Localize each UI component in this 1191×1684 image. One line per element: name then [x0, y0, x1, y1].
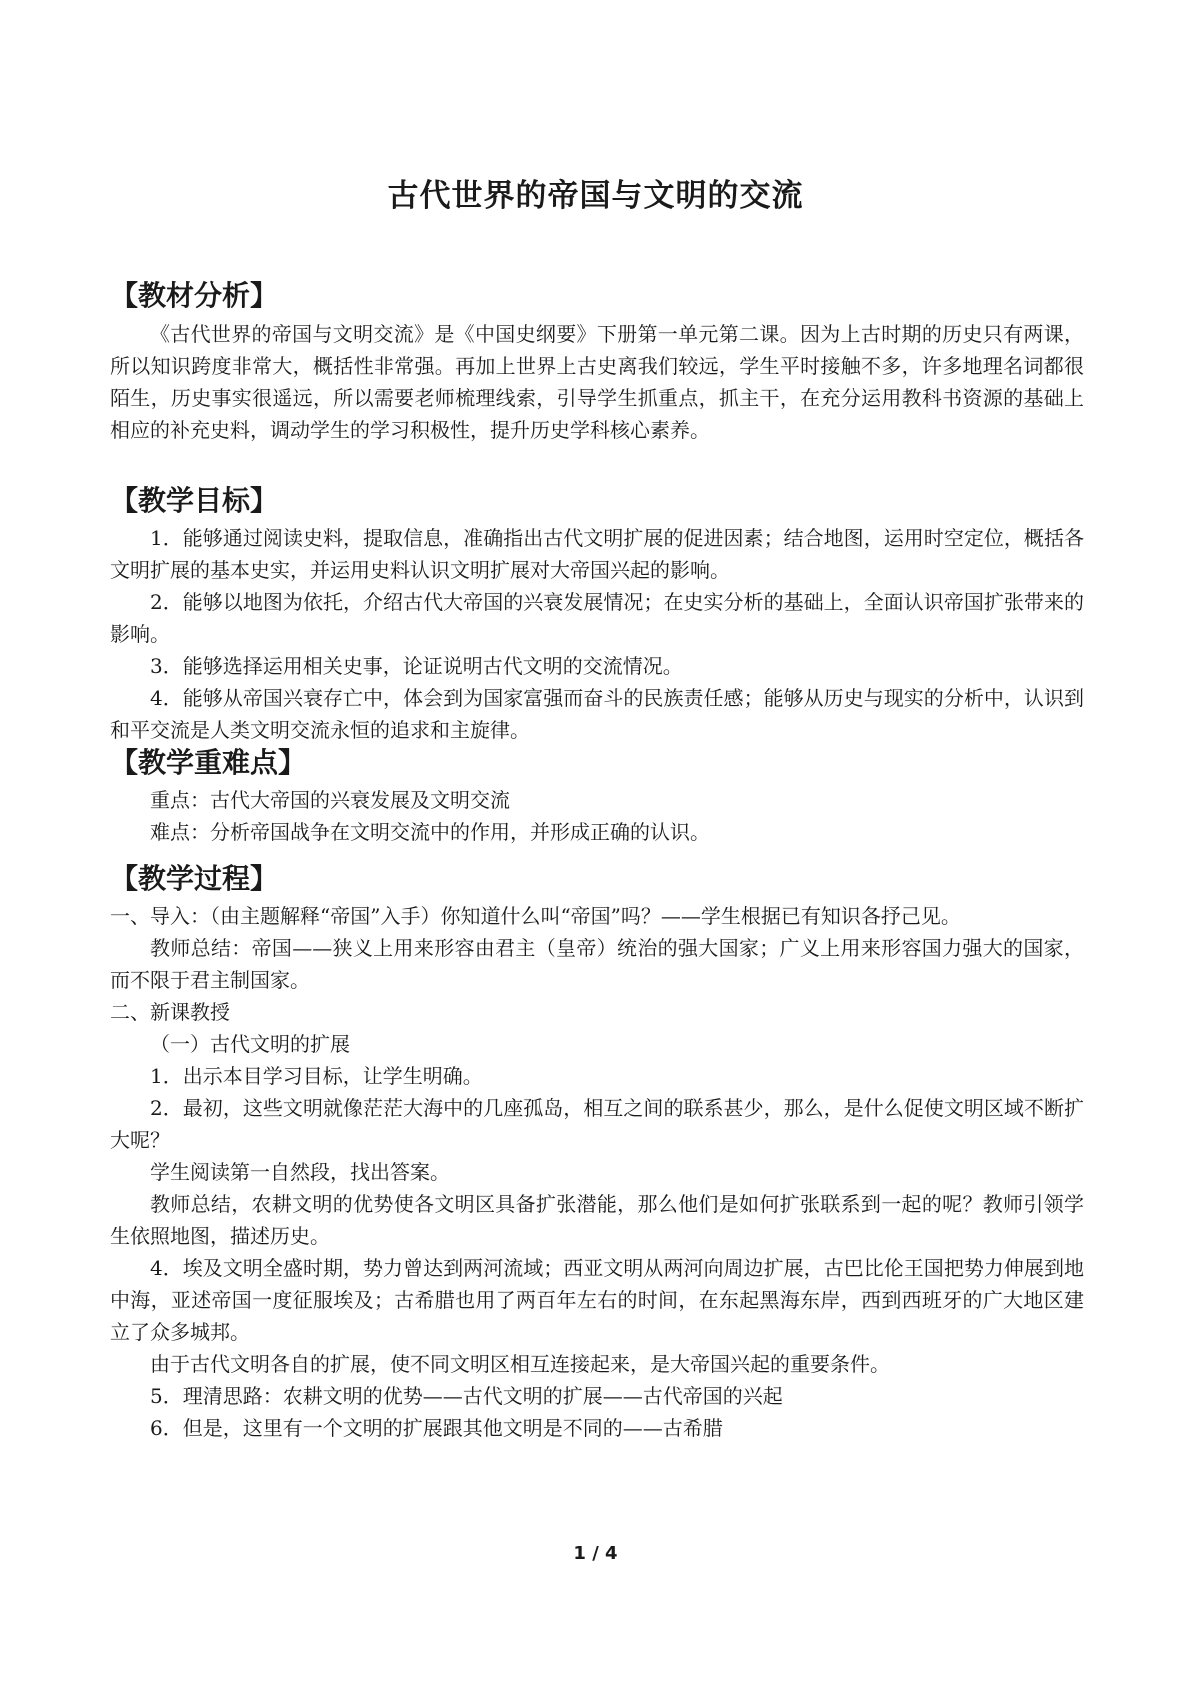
page-title: 古代世界的帝国与文明的交流	[387, 178, 804, 214]
heading-teaching-goals: 【教学目标】	[110, 484, 279, 517]
goal-item: 4．能够从帝国兴衰存亡中，体会到为国家富强而奋斗的民族责任感；能够从历史与现实的分析中，认识到和平交流是人类文明交流永恒的追求和主旋律。	[110, 686, 1084, 742]
difficult-point: 难点：分析帝国战争在文明交流中的作用，并形成正确的认识。	[150, 820, 710, 844]
goal-item: 1．能够通过阅读史料，提取信息，准确指出古代文明扩展的促进因素；结合地图，运用时空定位，概括各文明扩展的基本史实，并运用史料认识文明扩展对大帝国兴起的影响。	[110, 526, 1084, 582]
intro-paragraph: 一、导入：（由主题解释“帝国”入手）你知道什么叫“帝国”吗？——学生根据已有知识各抒己见。	[110, 904, 961, 928]
goal-item: 3．能够选择运用相关史事，论证说明古代文明的交流情况。	[150, 654, 683, 678]
process-step: 4．埃及文明全盛时期，势力曾达到两河流域；西亚文明从两河向周边扩展，古巴比伦王国把势力伸展到地中海，亚述帝国一度征服埃及；古希腊也用了两百年左右的时间，在东起黑海东岸，西到西班牙的广大地区建立了众多城邦。	[110, 1256, 1084, 1344]
conclusion-paragraph: 由于古代文明各自的扩展，使不同文明区相互连接起来，是大帝国兴起的重要条件。	[150, 1352, 890, 1376]
sub-heading: （一）古代文明的扩展	[150, 1032, 350, 1056]
process-block	[110, 900, 1084, 1444]
heading-teaching-process: 【教学过程】	[110, 862, 279, 895]
analysis-paragraph: 《古代世界的帝国与文明交流》是《中国史纲要》下册第一单元第二课。因为上古时期的历史只有两课，所以知识跨度非常大，概括性非常强。再加上世界上古史离我们较远，学生平时接触不多，许多地理名词都很陌生，历史事实很遥远，所以需要老师梳理线索，引导学生抓重点，抓主干，在充分运用教科书资源的基础上相应的补充史料，调动学生的学习积极性，提升历史学科核心素养。	[110, 322, 1084, 442]
heading-key-points: 【教学重难点】	[110, 746, 307, 779]
process-step: 5．理清思路：农耕文明的优势——古代文明的扩展——古代帝国的兴起	[150, 1384, 783, 1408]
new-lesson-label: 二、新课教授	[110, 1000, 230, 1024]
process-step: 1．出示本目学习目标，让学生明确。	[150, 1064, 483, 1088]
goal-item: 2．能够以地图为依托，介绍古代大帝国的兴衰发展情况；在史实分析的基础上，全面认识帝国扩张带来的影响。	[110, 590, 1084, 646]
focus-point: 重点：古代大帝国的兴衰发展及文明交流	[150, 788, 510, 812]
page-number: 1 / 4	[573, 1543, 618, 1564]
teacher-summary: 教师总结：帝国——狭义上用来形容由君主（皇帝）统治的强大国家；广义上用来形容国力强大的国家，而不限于君主制国家。	[110, 936, 1084, 992]
goals-block	[110, 522, 1084, 746]
process-step: 2．最初，这些文明就像茫茫大海中的几座孤岛，相互之间的联系甚少，那么，是什么促使文明区域不断扩大呢？	[110, 1096, 1084, 1152]
teacher-summary: 教师总结，农耕文明的优势使各文明区具备扩张潜能，那么他们是如何扩张联系到一起的呢？教师引领学生依照地图，描述历史。	[110, 1192, 1084, 1248]
analysis-block	[110, 318, 1084, 446]
keypoints-block	[110, 784, 1084, 848]
student-activity: 学生阅读第一自然段，找出答案。	[150, 1160, 450, 1184]
process-step: 6．但是，这里有一个文明的扩展跟其他文明是不同的——古希腊	[150, 1416, 723, 1440]
heading-textbook-analysis: 【教材分析】	[110, 279, 279, 312]
